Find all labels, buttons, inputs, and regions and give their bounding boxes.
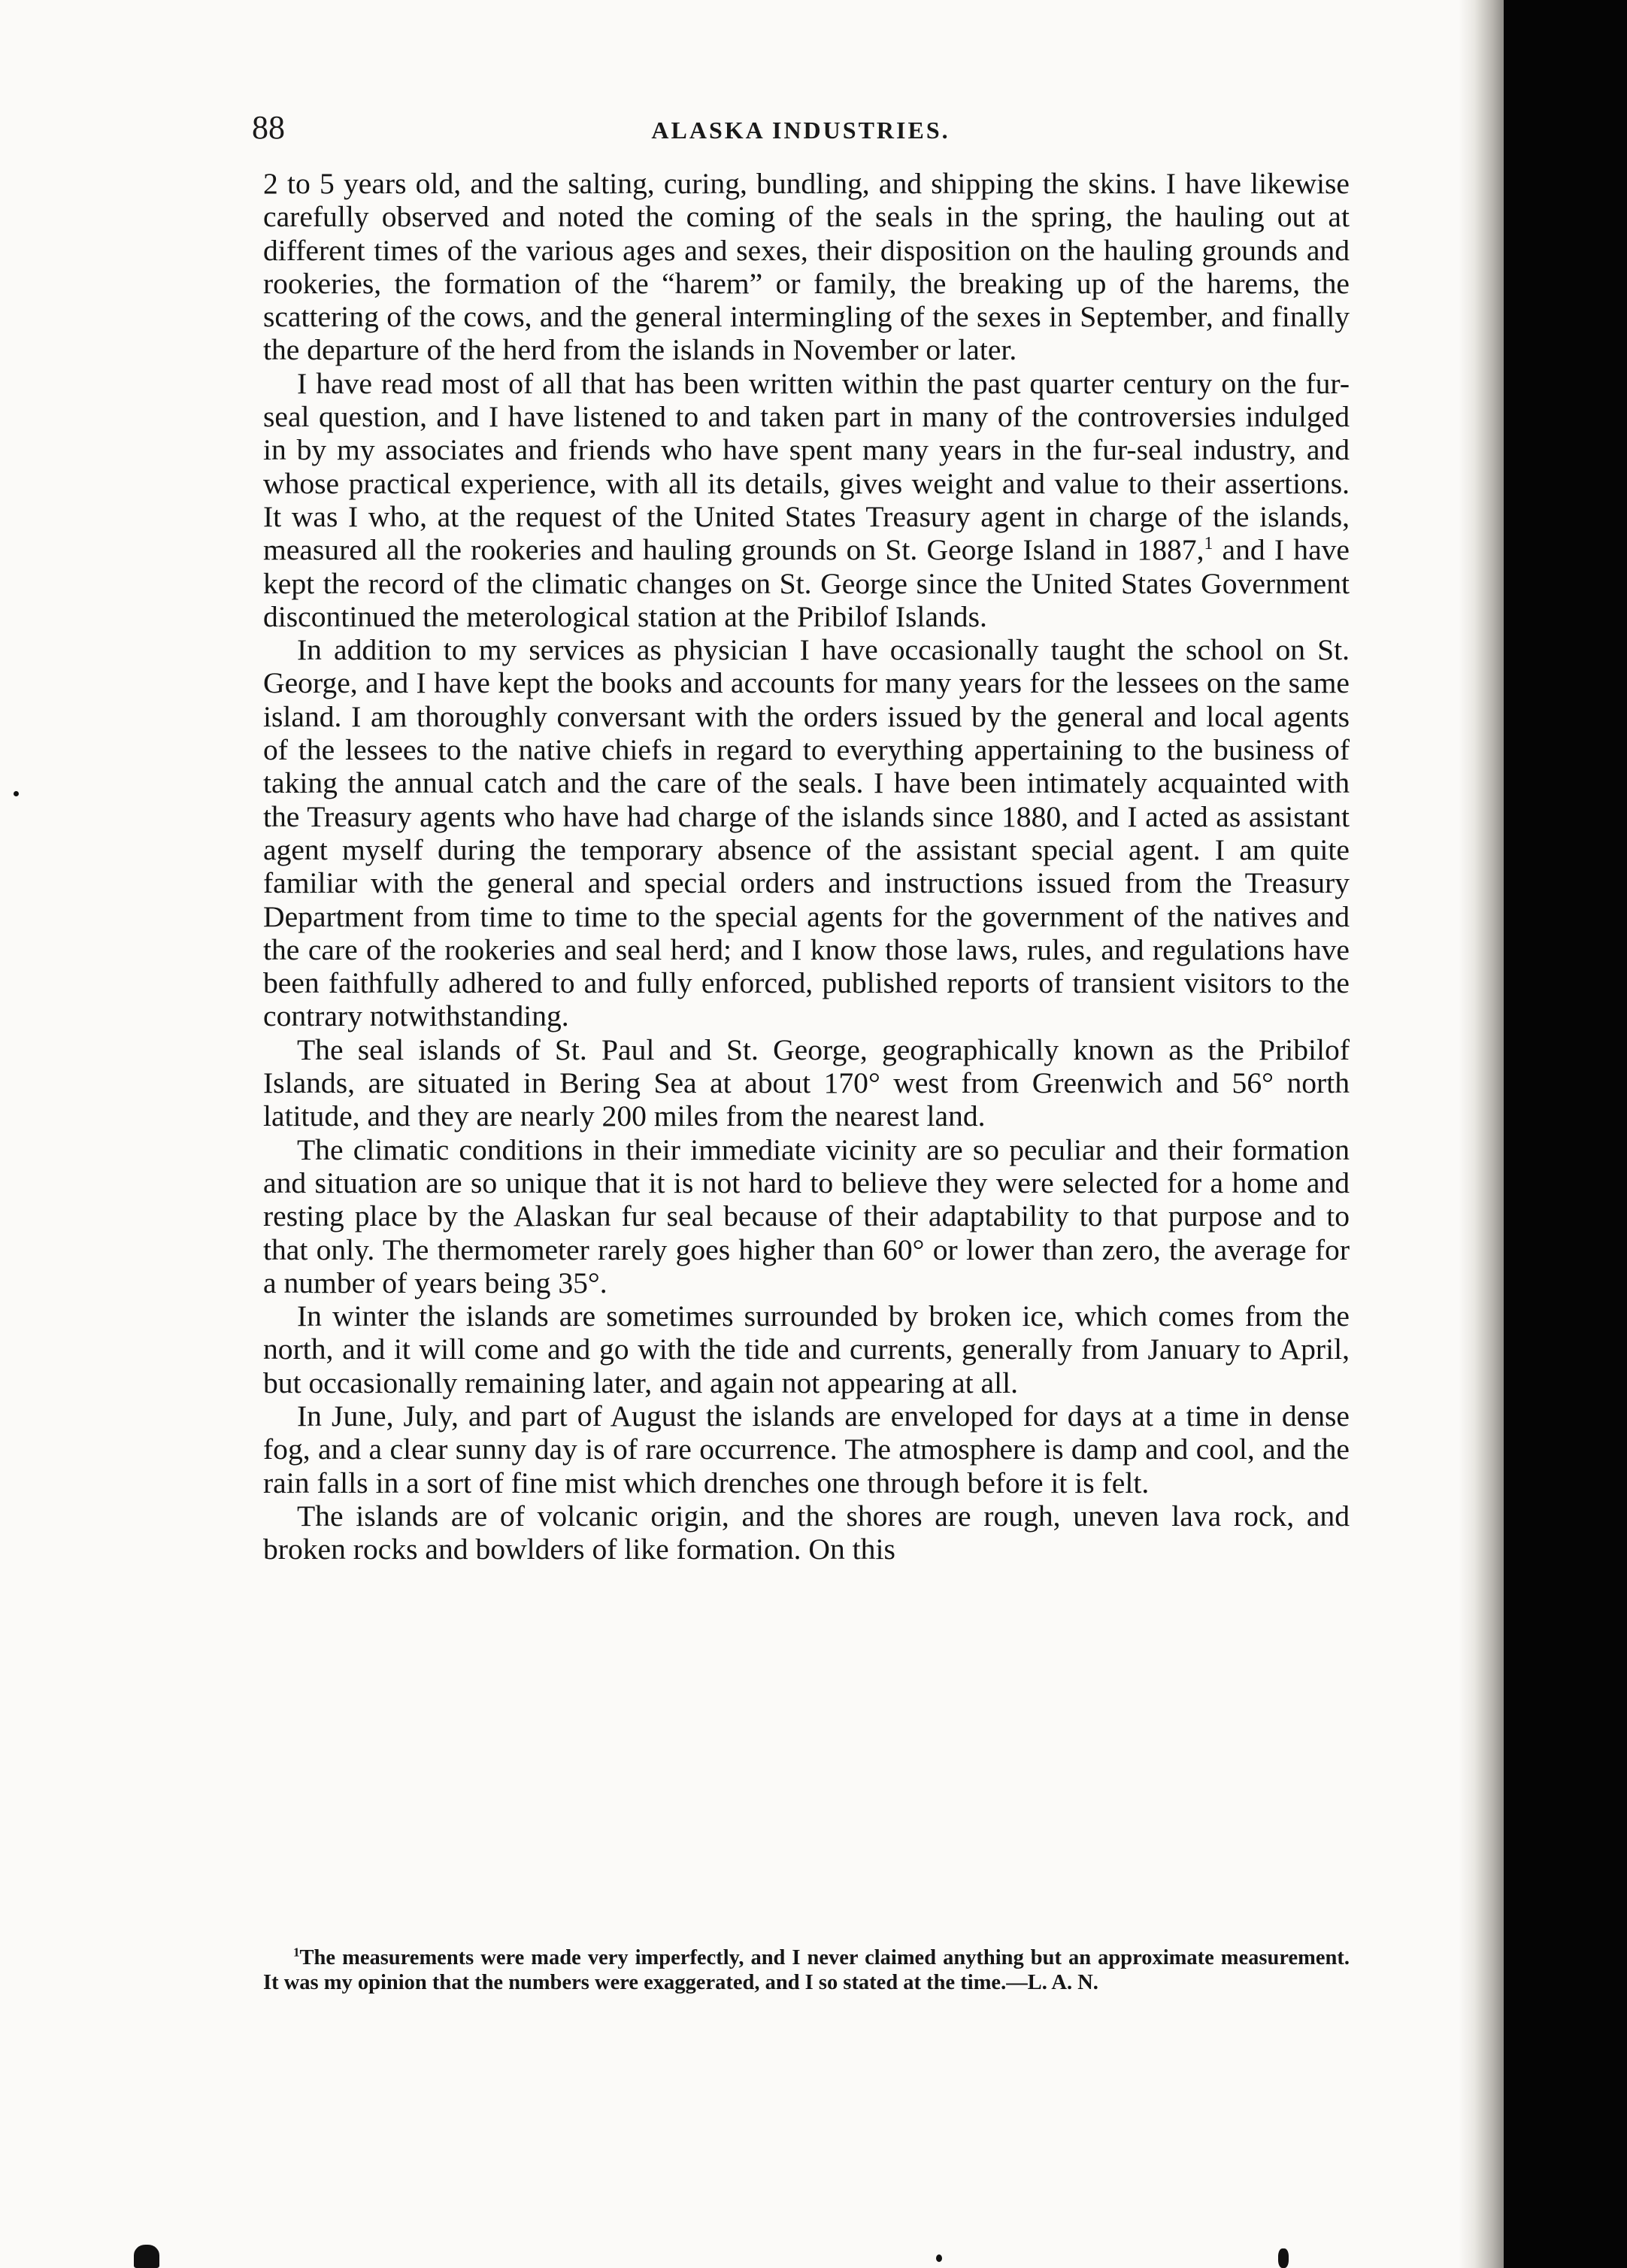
footnote-reference: 1 [1204,534,1213,554]
paragraph-2 [263,367,1350,633]
paragraph-5: The climatic conditions in their immediate vicinity are so peculiar and their formation and situation are so unique that it is not hard to believe they were selected for a home and resting place by the Alaskan fur seal because of their adaptability to that purpose and to that only. The thermometer rarely goes higher than 60° or lower than zero, the average for a number of years being 35°. [263,1132,1350,1299]
page-number: 88 [252,109,285,146]
footnote-text: The measurements were made very imperfectly, and I never claimed anything but an approximate measurement. It was my opinion that the numbers were exaggerated, and I so stated at the time.—L. A. N. [263,1946,1350,1994]
paragraph-2-part-a: I have read most of all that has been written within the past quarter century on the fur-seal question, and I have listened to and taken part in many of the controversies indulged in by my associates and friends who have spent many years in the fur-seal industry, and whose practical experience, with all its details, gives weight and value to their assertions. It was I who, at the request of the United States Treasury agent in charge of the islands, measured all the rookeries and hauling grounds on St. George Island in 1887, [263,366,1350,567]
paragraph-3: In addition to my services as physician I have occasionally taught the school on St. George, and I have kept the books and accounts for many years for the lessees on the same island. I am thoroughly conversant with the orders issued by the general and local agents of the lessees to the native chiefs in regard to everything appertaining to the business of taking the annual catch and the care of the seals. I have been intimately acquainted with the Treasury agents who have had charge of the islands since 1880, and I acted as assistant agent myself during the temporary absence of the assistant special agent. I am quite familiar with the general and special orders and instructions issued from the Treasury Department from time to time to the special agents for the government of the natives and the care of the rookeries and seal herd; and I know those laws, rules, and regulations have been faithfully adhered to and fully enforced, published reports of transient visitors to the contrary notwithstanding. [263,633,1350,1033]
footnote [263,1945,1350,1995]
scan-speck [936,2254,942,2262]
paragraph-6: In winter the islands are sometimes surrounded by broken ice, which comes from the north, and it will come and go with the tide and currents, generally from January to April, but occasionally remaining later, and again not appearing at all. [263,1299,1350,1399]
page-header [252,105,1350,150]
paragraph-1: 2 to 5 years old, and the salting, curing, bundling, and shipping the skins. I have likewise carefully observed and noted the coming of the seals in the spring, the hauling out at different times of the various ages and sexes, their disposition on the hauling grounds and rookeries, the formation of the “harem” or family, the breaking up of the harems, the scattering of the cows, and the general intermingling of the sexes in September, and finally the departure of the herd from the islands in November or later. [263,167,1350,367]
running-head: ALASKA INDUSTRIES. [651,117,950,144]
body-text [263,167,1350,1566]
paragraph-2-part-b: and I have kept the record of the climatic changes on St. George since the United States Government discontinued the meterological station at the Pribilof Islands. [263,533,1350,633]
paragraph-7: In June, July, and part of August the islands are enveloped for days at a time in dense fog, and a clear sunny day is of rare occurrence. The atmosphere is damp and cool, and the rain falls in a sort of fine mist which drenches one through before it is felt. [263,1399,1350,1499]
paragraph-8: The islands are of volcanic origin, and the shores are rough, uneven lava rock, and broken rocks and bowlders of like formation. On this [263,1499,1350,1566]
scan-speck [14,791,19,796]
page-spine-shadow [1459,0,1504,2268]
scan-speck [134,2245,159,2268]
paragraph-4: The seal islands of St. Paul and St. George, geographically known as the Pribilof Islands, are situated in Bering Sea at about 170° west from Greenwich and 56° north latitude, and they are nearly 200 miles from the nearest land. [263,1032,1350,1133]
footnote-paragraph [263,1945,1350,1995]
scan-border [1504,0,1627,2268]
footnote-mark: 1 [293,1945,300,1960]
scan-speck [1278,2248,1289,2268]
